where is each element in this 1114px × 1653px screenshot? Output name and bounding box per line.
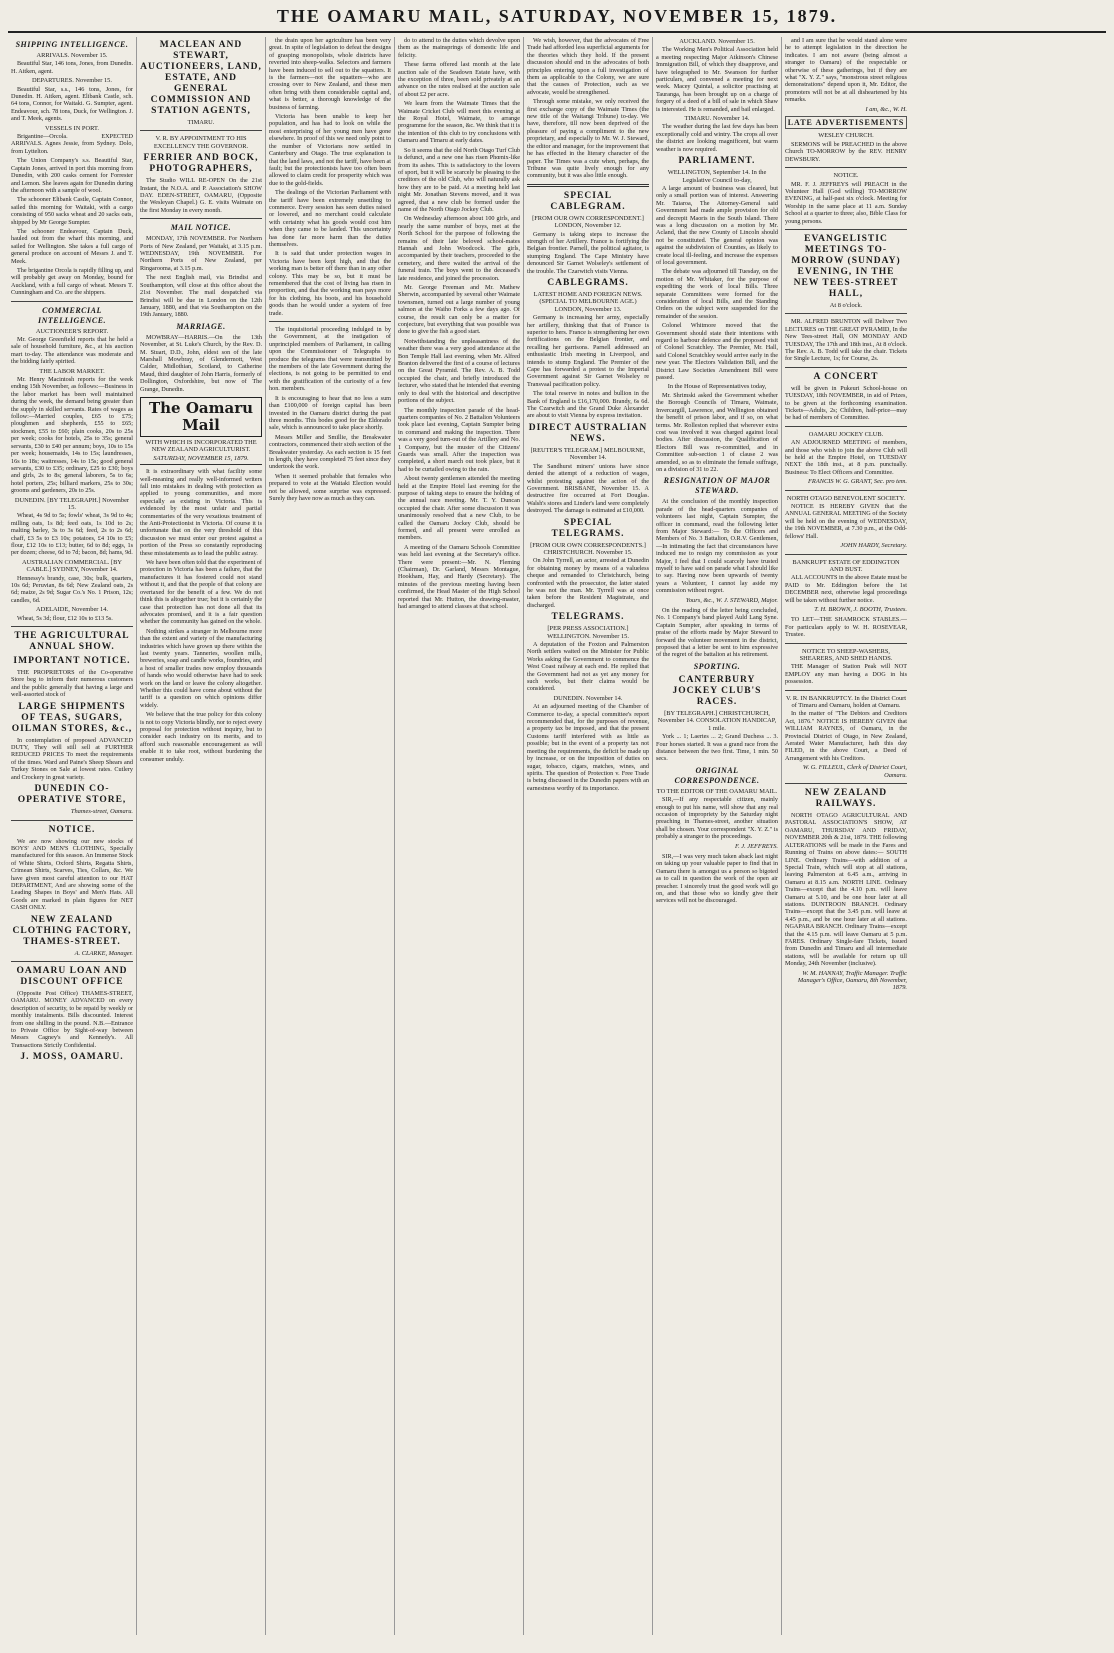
appointment-label: V. R. BY APPOINTMENT TO HIS EXCELLENCY THE GOVERNOR. [153, 135, 249, 150]
jockey-club-signature: FRANCIS W. G. GRANT, Sec. pro tem. [808, 478, 907, 486]
vessels-subhead: VESSELS IN PORT. [44, 124, 99, 132]
railways-text: NORTH OTAGO AGRICULTURAL AND PASTORAL ASSOCIATION'S SHOW, AT OAMARU, THURSDAY AND FRIDAY, NOVEMBER 20th & 21st, 1879. THE following ALTERATIONS will be made in the Fares and Running of Trains on above dates:— SOUTH LINE. Ordinary Trains—with addition of a Special Train, which will stop at all stations, leaving Palmerston at 6.45 a.m., arriving in Oamaru at 8.15 a.m. NORTH LINE. Ordinary Trains—except that the 4.10 p.m. will leave Oamaru at 5.10, and be one hour later at all stations. DUNTROON BRANCH. Ordinary Trains—except that the 3.45 p.m. will leave at 4.45 p.m., and be one hour later at all stations. NGAPARA BRANCH. Ordinary Trains—except that the 4.15 p.m. will leave Oamaru at 5 p.m. FARES. Ordinary Single-fare Tickets, issued from Dunedin and Timaru and all intermediate stations, will be available for return up till Monday, 24th November (inclusive). [785, 812, 907, 968]
editorial-continued: The dealings of the Victorian Parliament with the tariff have been extremely unsettling to commerce. Every session has seen duties raised or lowered, and no merchant could calculate with certainty what his goods would cost him when they came to be landed. This uncertainty has done far more harm than the duties themselves. [269, 189, 391, 248]
clothing-manager: A. CLARKE, Manager. [74, 949, 133, 957]
arrivals-text: Beautiful Star, 146 tons, Jones, from Dunedin. H. Aitken, agent. [11, 60, 133, 75]
clerk-signature: W. G. FILLEUL, Clerk of District Court, Oamaru. [802, 764, 907, 779]
masthead: THE OAMARU MAIL, SATURDAY, NOVEMBER 15, 1879. [8, 6, 1106, 33]
divider [785, 367, 907, 368]
concert-heading: A CONCERT [813, 371, 879, 382]
shipments-heading: LARGE SHIPMENTS OF TEAS, SUGARS, OILMAN STORES, &c., [11, 701, 133, 734]
dunedin-text: At an adjourned meeting of the Chamber of Commerce to-day, a special committee's report recommended that, for the purposes of revenue, a property tax be imposed, and that the present Customs tariff interfered with as little as possible; but in the event of a property tax not meeting the requirements, the deficit be made up by increase, or on the imposition of duties on sugar, tobacco, cigars, matches, wines, and spirits. The question of Protection v. Free Trade is being discussed in the Dunedin papers with an earnestness worthy of its importance. [527, 703, 649, 792]
timaru-label: TIMARU. [187, 119, 215, 126]
divider [527, 184, 649, 187]
vessels-text: Brigantine—Orcola. EXPECTED ARRIVALS. Agnes Jessie, from Sydney. Dolo, from Lyttelton. [11, 133, 133, 155]
column-5 [524, 37, 653, 1635]
local-news: A meeting of the Oamaru Schools Committee was held last evening at the Secretary's office. There were present:—Mr. N. Fleming (Chairman), Dr. Garland, Messrs Montague, Hookham, Hay, and Hardy (Secretary). The minutes of the previous meeting having been confirmed, the Head Master of the High School reported that Mr. Hutton, the drawing-master, had arranged to attend classes at that school. [398, 543, 520, 611]
divider [11, 626, 133, 627]
evangelistic-heading: EVANGELISTIC MEETINGS TO-MORROW (SUNDAY) EVENING, IN THE NEW TEES-STREET HALL, [791, 233, 901, 299]
marriage-text: MOWBRAY—HARRIS.—On the 13th November, at St. Luke's Church, by the Rev. D. M. Stuart, D.D., John, eldest son of the late Marshall Mowbray, of Glendermott, West Calder, Midlothian, Scotland, to Catherine Maud, third daughter of John Harris, formerly of Dollington, Oxfordshire, but now of The Grange, Dunedin. [140, 333, 262, 393]
local-news: So it seems that the old North Otago Turf Club is defunct, and a new one has risen Phœnix-like from its ashes. This is satisfactory to the lovers of sport, but it will be scarcely be pleasing to the creditors of the old Club, who will naturally ask how they are to be paid. At a meeting held last night Mr. Jonathan Stevens moved, and it was agreed, that a new club be formed under the name of the North Otago Jockey Club. [398, 146, 521, 213]
australian-news-heading: DIRECT AUSTRALIAN NEWS. [528, 422, 648, 444]
parliament-text: Colonel Whitmore moved that the Government should state their intentions with regard to harbour defence and the proposed visit of Colonel Scratchley. The Premier, Mr. Hall, said Colonel Scratchley would arrive early in the new year. The Electors Validation Bill, and the District Law Societies Amendment Bill were passed. [656, 322, 778, 382]
column-3 [266, 37, 395, 1635]
cablegram-dateline: [FROM OUR OWN CORRESPONDENT.] LONDON, November 12. [532, 214, 644, 230]
stables-notice: TO LET—THE SHAMROCK STABLES.—For particulars apply to W. H. ROSEVEAR, Trustee. [785, 616, 907, 639]
arrivals-subhead: ARRIVALS. November 15. [36, 52, 108, 59]
divider [785, 229, 907, 230]
telegrams-heading: TELEGRAMS. [551, 612, 625, 623]
english-mail-text: The next English mail, via Brindisi and Southampton, will close at this office about the 21st November. The mail despatched via Brindisi will be due in London on the 12th January, 1880, and that via Southampton on the 19th January, 1880. [140, 274, 262, 319]
wesley-text: SERMONS will be PREACHED in the above Church TO-MORROW by the REV. HENRY DEWSBURY. [785, 140, 907, 163]
divider [11, 301, 133, 302]
local-news: About twenty gentlemen attended the meeting held at the Empire Hotel last evening for the purpose of taking steps to ensure the holding of the annual race meeting. Mr. T. Y. Duncan occupied the chair. After some discussion it was unanimously resolved that a new Club, to be called the Oamaru Jockey Club, should be formed, and all present were enrolled as members. [398, 475, 520, 542]
sporting-heading: SPORTING. [693, 661, 741, 671]
dunedin-subhead: DUNEDIN. [BY TELEGRAPH.] November 15. [14, 496, 130, 511]
loan-office-heading: OAMARU LOAN AND DISCOUNT OFFICE [16, 965, 128, 987]
jockey-club-heading: OAMARU JOCKEY CLUB. [808, 430, 884, 438]
logo-subtitle: WITH WHICH IS INCORPORATED THE NEW ZEALAND AGRICULTURIST. [145, 438, 257, 454]
benevolent-text: NOTICE IS HEREBY GIVEN that the ANNUAL GENERAL MEETING of the Society will be held on the evening of WEDNESDAY, the 19th NOVEMBER, at 7.30 p.m., at the Odd-fellows' Hall. [785, 503, 907, 540]
wellington-text: A deputation of the Foxton and Palmerston North settlers waited on the Minister for Public Works asking the Government to commence the West Coast railway at each end. He replied that the Government had not as yet any money for such works, but their claims would be considered. [527, 641, 649, 693]
adelaide-subhead: ADELAIDE, November 14. [35, 606, 109, 614]
divider [785, 426, 907, 427]
studio-notice: The Studio WILL RE-OPEN On the 21st Instant, the N.O.A. and P. Association's SHOW DAY. EDEN-STREET, OAMARU, (Opposite the Wesleyan Chapel.) G. E. visits Waimate on the first Monday in every month. [140, 177, 262, 214]
editorial-para: We have been often told that the experiment of protection in Victoria has been a failure, that the manufactures it has fostered could not stand without it, and that the people of that colony are overtaxed for the benefit of a few. We do not think this is altogether true; but it is certainly the case that protection has not done all that its advocates promised, and it is a fair question whether the community has gained on the whole. [140, 559, 262, 626]
shipping-para: The schooner Elibank Castle, Captain Connor, sailed this morning for Waitaki, with a cargo consisting of 950 sacks wheat and 20 sacks oats, shipped by Mr George Sumpter. [11, 196, 133, 226]
coop-prices: In contemplation of proposed ADVANCED DUTY, They will still sell at FURTHER REDUCED PRICES To meet the requirements of the times. Ward and Paine's Sheep Shears and Turkey Stones on Sale at lowest rates. Cutlery and Crockery in great variety. [11, 736, 133, 781]
newspaper-page [8, 6, 1106, 1638]
australian-subhead: AUSTRALIAN COMMERCIAL. [BY CABLE.] SYDNEY, November 14. [22, 558, 122, 574]
local-news: Notwithstanding the unpleasantness of the weather there was a very good attendance at the Bon Temple Hall last evening, when Mr. Alfred Branton delivered the first of a course of lectures on the Great Pyramid. The Rev. A. B. Todd occupied the chair, and briefly introduced the lecturer, who stated that he intended that evening only to deal with the historical and descriptive portions of the subject. [398, 337, 520, 405]
local-news: do to attend to the duties which devolve upon them as the mainsprings of domestic life and felicity. [398, 37, 520, 59]
shipping-para: The brigantine Orcola is rapidly filling up, and will probably get away on Monday, bound for Auckland, with a full cargo of wheat. Messrs T. Cunningham and Co. are the shippers. [11, 266, 133, 297]
breakwater-text: Messrs Miller and Smillie, the Breakwater contractors, commenced their sixth section of the Breakwater yesterday. As each section is 15 feet in length, they have completed 75 feet since they undertook the work. [269, 433, 391, 471]
shipping-heading: SHIPPING INTELLIGENCE. [15, 40, 129, 49]
column-1 [8, 37, 137, 1635]
commercial-heading: COMMERCIAL INTELLIGENCE. [37, 305, 107, 325]
races-results: York ... 1; Laertes ... 2; Grand Duchess ... 3. Four horses started. It was a grand race from the distance between the two first. Time, 1 min. 50 secs. [656, 733, 778, 763]
wellington-dateline: [PER PRESS ASSOCIATION.] WELLINGTON. November 15. [547, 625, 629, 640]
bankruptcy-heading: V. R. IN BANKRUPTCY. In the District Court of Timaru and Oamaru, holden at Oamaru. [785, 694, 907, 709]
letter-signature: F. J. JEFFREYS. [734, 842, 778, 850]
labor-subhead: THE LABOR MARKET. [39, 367, 105, 375]
divider [269, 321, 391, 322]
coop-notice: THE PROPRIETORS of the Co-operative Store beg to inform their numerous customers and the public generally that having a large and well-assorted stock of [11, 669, 133, 699]
notice-heading: IMPORTANT NOTICE. [13, 656, 131, 667]
free-trade-text: We wish, however, that the advocates of Free Trade had afforded less superficial arguments for the theories which they hold. If the present discussion should end in the advocates of both principles entering upon a full investigation of them as applicable to the Colony, we are sure that the causes of Protection, such as we advocate, would be strengthened. [527, 37, 649, 96]
editorial-dateline: SATURDAY, NOVEMBER 15, 1879. [140, 455, 262, 465]
photographers-heading: FERRIER AND BOCK, PHOTOGRAPHERS, [143, 153, 259, 175]
wesley-heading: WESLEY CHURCH. [818, 132, 874, 140]
clothing-factory-name: NEW ZEALAND CLOTHING FACTORY, THAMES-STREET. [12, 914, 132, 947]
letter-text: SIR,—If any respectable citizen, mainly enough to put his name, will show that any real occasion of impropriety by the Saturday night preaching in Thames-street, another situation shall be chosen. Your correspondent "X. Y. Z." is probably a stranger to the proceedings. [656, 796, 778, 841]
dunedin-prices: Wheat, 4s 9d to 5s; fowls' wheat, 3s 9d to 4s; milling oats, 1s 8d; feed oats, 1s 10d to 2s; malting barley, 3s to 3s 6d; feed, 2s to 2s 6d; chaff, £3 5s to £3 10s; potatoes, £4 10s to £5; flour, £12 10s to £13; butter, 6d to 8d; eggs, 1s per dozen; cheese, 6d to 7d; bacon, 8d; hams, 9d. [11, 512, 133, 557]
australian-news-text: The Sandhurst miners' unions have since denied the attempt of a reduction of wages, whilst protesting against the action of the Government. BRISBANE, November 15. A destructive fire occurred at Fort Douglas. Walsh's stores and Linder's land were completely destroyed. The damage is estimated at £10,000. [527, 462, 649, 515]
special-cablegram-heading: SPECIAL CABLEGRAM. [550, 190, 626, 212]
maclean-stewart-heading: MACLEAN AND STEWART, AUCTIONEERS, LAND, ESTATE, AND GENERAL COMMISSION AND STATION AGENTS, [140, 40, 262, 116]
labor-text: Mr. Henry Macintosh reports for the week ending 15th November, as follows:—Business in the labor market has been well maintained during the week, the demand being greater than the supply in skilled servants. Rates of wages as follow:—Married couples, £65 to £75; ploughmen and shepherds, £55 to £65; stockmen, £55 to £60; plain cooks, 20s to 25s per week; cooks for hotels, 25s to 35s; general servants, £30 to £40 per annum; boys, 10s to 15s per week; housemaids, 14s to 15s; laundresses, 16s to 18s; waitresses, 14s to 15s; good general servants, £30 to £35; ordinary, £25 to £30; boys and girls, 2s to 8s; general laborers, 5s to 6s; hotel porters, 25s; billiard markers, 25s to 30s; grooms and gardeners, 20s to 25s. [11, 376, 133, 495]
divider [11, 961, 133, 962]
to-editor-label: TO THE EDITOR OF THE OAMARU MAIL. [656, 787, 778, 795]
sydney-prices: Hennessy's brandy, case, 30s; bulk, quarters, 10s 6d; Peruvian, 8s 6d; New Zealand oats, 2s 6d; maize, 2s 9d; Sugar Co.'s No. 1 Prison, 12s; candles, 6d. [11, 574, 133, 604]
jeffreys-notice: MR. F. J. JEFFREYS will PREACH in the Volunteer Hall (God willing) TO-MORROW EVENING, at half-past six o'clock. Meeting for Worship in the same place at 11 a.m. Sunday School at a quarter to three; also, Bible Class for young persons. [785, 180, 907, 225]
editorial-continued: the drain upon her agriculture has been very great. In spite of legislation to defeat the designs of grasping monopolists, whole districts have reverted into sheep-walks. Selectors and farmers have been induced to sell out to the squatters. It is the farmers—not the squatters—who are crossing over to New Zealand, and these men often bring with them considerable capital and, what is better, a thorough knowledge of the business of farming. [269, 37, 391, 111]
bankrupt-estate-text: ALL ACCOUNTS in the above Estate must be PAID to Mr. Eddington before the 1st DECEMBER next, otherwise legal proceedings will be taken without further notice. [785, 574, 907, 604]
correspondence-heading: ORIGINAL CORRESPONDENCE. [674, 765, 760, 785]
christchurch-text: On John Tyrrell, an actor, arrested at Dunedin for obtaining money by means of a valueless cheque and remanded to Christchurch, being confronted with the prosecutor, the latter stated he was not the man. Mr. Tyrrell was at once taken before the Resident Magistrate, and discharged. [527, 557, 649, 609]
loan-office-text: (Opposite Post Office) THAMES-STREET, OAMARU. MONEY ADVANCED on every description of security, to be repaid by weekly or monthly instalments. Bills discounted. Interest from one shilling in the pound. N.B.—Entrance to Private Office by Sight-of-way between Messrs Cagney's and Kennedy's. All Transactions Strictly Confidential. [11, 989, 133, 1049]
divider [11, 820, 133, 821]
resignation-text: On the reading of the letter being concluded, No. 1 Company's band played Auld Lang Syne. Captain Sumpter, after speaking in terms of praise of the efforts made by Major Steward to forward the volunteer movement in the district, proposed that a letter be sent to him expressive of the regret of the battalion at his retirement. [656, 607, 778, 659]
shipping-para: The Union Company's s.s. Beautiful Star, Captain Jones, arrived in port this morning from Dunedin, with 200 casks cement for Forrester and Lemon. She leaves again for Dunedin during the afternoon with a sample of wool. [11, 157, 133, 194]
bankrupt-estate-heading: BANKRUPT ESTATE OF EDDINGTON AND BUST. [792, 558, 900, 573]
mail-notice-text: MONDAY, 17th NOVEMBER. For Northern Ports of New Zealand, per Waitaki, at 3.15 p.m. WEDNESDAY, 19th NOVEMBER. For Northern Ports of New Zealand, per Ringarooma, at 3.15 p.m. [140, 235, 262, 272]
divider [785, 167, 907, 168]
races-heading: CANTERBURY JOCKEY CLUB'S RACES. [672, 674, 762, 707]
divider [785, 643, 907, 644]
benevolent-heading: NORTH OTAGO BENEVOLENT SOCIETY. [786, 494, 906, 502]
clothing-notice: We are now showing our new stocks of BOYS' AND MEN'S CLOTHING, Specially manufactured for this season. An Immense Stock of White Shirts, Oxford Shirts, Regatta Shirts, Crimean Shirts, Scarves, Ties, Collars, &c. We have given most careful attention to our HAT DEPARTMENT, And are showing some of the Leading Shapes in Boys' and Men's Hats. All Goods are marked in plain figures for NET CASH ONLY. [11, 837, 133, 912]
christchurch-dateline: [FROM OUR OWN CORRESPONDENTS.] CHRISTCHURCH. November 15. [530, 541, 646, 556]
divider [140, 218, 262, 219]
waimate-times-text: Through some mistake, we only received the first exchange copy of the Waimate Times (the new title of the Waitangi Tribune) to-day. We have, therefore, till now been deprived of the pleasure of paying a compliment to the new proprietary, and especially to Mr. W. J. Steward, the editor and manager, for the improvement that he has effected in the literary character of the paper. The Times was a cute when, perhaps, the Tribune was quite lively enough for any community, but it was also little enough. [527, 98, 649, 180]
house-text: Mr. Shrimski asked the Government whether the Borough Councils of Timaru, Waimate, Invercargill, Lawrence, and Wellington obtained the benefit of prison labor, and if so, on what terms. Mr. Rolleston replied that wherever extra cost was involved it was charged against local bodies. After discussion, the Qualification of Electors Bill was re-committed, and in Committee sub-section 1 of clause 2 was amended, so as to eliminate the female suffrage, on a division of 31 to 22. [656, 391, 778, 473]
notice-label: NOTICE. [833, 172, 859, 180]
show-heading: THE AGRICULTURAL ANNUAL SHOW. [14, 631, 130, 653]
timaru-dateline: TIMARU. November 14. [684, 115, 750, 123]
divider [785, 783, 907, 784]
parliament-heading: PARLIAMENT. [678, 156, 756, 167]
dunedin-dateline: DUNEDIN. November 14. [553, 694, 623, 702]
auckland-text: The Working Men's Political Association held a meeting respecting Major Atkinson's Chinese Immigration Bill, of which they disapprove, and have telegraphed to Mr. Swanson for further particulars, and convened a meeting for next week. Macey Quintal, a solicitor practising at Tauranga, has been brought up on a charge of forgery of a deed of a bill of sale in which Shaw is interested. He is remanded, and bail enlarged. [656, 46, 778, 113]
foreign-capital-text: It is encouraging to hear that no less a sum than £100,000 of foreign capital has been invested in the Oamaru district during the past three months. This bodes good for the Eldorado sale, which is announced to take place shortly. [269, 394, 391, 432]
parliament-text: A large amount of business was cleared, but only a small portion was of interest. Answering Mr. Taiaroa, The Attorney-General said Government had made ample provision for old and decrepit Maoris in the South Island. There was a long discussion on a motion by Mr. Acland, that the new County of Lincoln should not be constituted. The general opinion was against the subdivision of Counties, as likely to create local ill-feeling, and increase the expenses of local government. [656, 184, 778, 266]
cablegram-text: Germany is taking steps to increase the strength of her Artillery. France is fortifying the Belgian frontier. Parnell, the political agitator, is stumping England. The Cape Ministry have denounced Sir Garnet Wolseley's settlement of the trouble. The Czarwitch visits Vienna. [527, 230, 649, 275]
auctioneer-subhead: AUCTIONEER'S REPORT. [35, 327, 109, 335]
letter-continued: and I am sure that he would stand alone were he to attempt legislation in the direction he indicates. I am not aware (being almost a stranger to Oamaru) of the respectable or otherwise of these gatherings, but if they are what "X. Y. Z." says, "monstrous street religious demonstrations" depend upon it, Mr. Editor, the promoters will not be at all disheartened by his remarks. [785, 37, 907, 104]
trustees-signature: T. H. BROWN, J. BOOTH, Trustees. [814, 605, 907, 613]
cablegrams-text: The total reserve in notes and bullion in the Bank of England is £16,170,000. Brandy, 6s 6d. The Czarwitch and the Grand Duke Alexander are about to visit Vienna by express invitation. [527, 390, 649, 420]
local-news: These farms offered last month at the late auction sale of the Seadown Estate have, with the exception of three, been sold privately at an advance on the rates realised at the auction sale of about £2 per acre. [398, 61, 520, 98]
steward-signature: Yours, &c., W. J. STEWARD, Major. [685, 596, 778, 604]
editorial-continued: Victoria has been unable to keep her population, and has had to look on while the most enterprising of her young men have gone elsewhere. In proof of this we need only point to the number of Victorians now settled in Canterbury and Otago. The true explanation is that the land laws, and not the tariff, have been at fault; but the protectionists have too often been allowed to claim credit for prosperity which was due to the gold-fields. [269, 113, 391, 187]
auckland-dateline: AUCKLAND. November 15. [679, 38, 755, 45]
traffic-manager-signature: W. M. HANNAY, Traffic Manager. Traffic Manager's Office, Oamaru, 8th November, 1879. [797, 969, 907, 992]
house-dateline: In the House of Representatives today, [667, 383, 767, 391]
parliament-dateline: WELLINGTON, September 14. In the Legislative Council to-day, [667, 169, 767, 184]
clothing-notice-heading: NOTICE. [48, 824, 96, 835]
evangelistic-time: At 8 o'clock. [829, 301, 863, 309]
column-7 [782, 37, 910, 1635]
cablegrams-text: Germany is increasing her army, especially her artillery, thinking that that of France is superior to hers. France is strengthening her own fortifications on the Belgian frontier, and recalling her garrisons. Parnell addressed an enthusiastic Irish meeting in Liverpool, and intends to stump England. The Premier of the Cape has forwarded a protest to the Imperial Government against Sir Garnet Wolseley re Transvaal pacification policy. [527, 314, 649, 388]
divider [785, 554, 907, 555]
letter-signature: I am, &c., W. H. [865, 105, 907, 113]
divider [785, 690, 907, 691]
local-news: The monthly inspection parade of the head-quarters companies of No. 2 Battalion Volunteers took place last evening, Captain Sumpter being in command and making the inspection. There was a very good turn-out of the Artillery and No. 1 Company, but the muster of the Citizens' Guards was small. After the inspection was completed, a short march out took place, but it had to be curtailed owing to the rain. [398, 406, 520, 473]
letter-text: SIR,—I was very much taken aback last night on taking up your valuable paper to find that in Oamaru there is amongst us a person so bigoted as to call in question the work of the open air preacher. I sincerely trust the good work will go on, and that those who so kindly give their services will not be discouraged. [656, 852, 778, 905]
local-news: Mr. George Freeman and Mr. Mathew Sherwin, accompanied by several other Waimate townsmen, turned out a large number of young salmon at the Waiho Forks a few days ago. Of course, the result can only be a matter for conjecture, but everything that was possible was done to give the fish a good start. [398, 284, 520, 336]
timaru-text: The weather during the last few days has been exceptionally cold and wintry. The crops all over the district are looking magnificent, but warm weather is now required. [656, 123, 778, 153]
mail-notice-heading: MAIL NOTICE. [170, 223, 232, 233]
editorial-para: It is extraordinary with what facility some well-meaning and really well-informed writers fall into mistakes in dealing with protection as applied to young communities, and more especially as existing in Victoria. This is evidenced by the most unfair and partial commentaries of the very vexatious treatment of the Anti-Protectionist in Victoria. Of course it is unfortunate that on the very threshold of this discussion we must enter our protest against a portion of the Press so constantly reproducing these misstatements as to lead the public astray. [140, 468, 262, 557]
editorial-para: We believe that the true policy for this colony is not to copy Victoria blindly, nor to reject every proposal for protection without inquiry, but to consider each industry on its merits, and to afford such reasonable encouragement as will enable it to take root, without burdening the consumer unduly. [140, 711, 262, 763]
editorial-continued: It is said that under protection wages in Victoria have been kept high, and that the working man is better off there than in any other colony. This may be so, but it must be remembered that the cost of living has risen in proportion, and that the working man pays more for his clothing, his boots, and his household goods than he would under a system of free trade. [269, 250, 391, 317]
station-peak-notice: THE Manager of Station Peak will NOT EMPLOY any man having a DOG in his possession. [785, 663, 907, 686]
coop-address: Thames-street, Oamaru. [70, 808, 133, 816]
auctioneer-text: Mr. George Greenfield reports that he held a sale of household furniture, &c., at his auction mart to-day. The attendance was moderate and the bidding fairly spirited. [11, 336, 133, 366]
marriage-heading: MARRIAGE. [176, 321, 226, 331]
editorial-para: Nothing strikes a stranger in Melbourne more than the extent and variety of the manufacturing industries which have grown up there within the last twenty years. Tanneries, woollen mills, breweries, soap and candle works, foundries, and a host of smaller trades now employ thousands of hands who would otherwise have had to seek work on the land or leave the colony altogether. Whether this could have come about without the tariff is a question on which opinions differ widely. [140, 627, 262, 709]
pyramid-lectures: MR. ALFRED BRUNTON will Deliver Two LECTURES on THE GREAT PYRAMID, In the New Tees-street Hall, ON MONDAY AND TUESDAY, The 17th and 18th inst., At 8 o'clock. The Rev. A. B. Todd will take the chair. Tickets for Single Lecture, 1s; for Course, 2s. [785, 318, 907, 363]
coop-store-name: DUNEDIN CO-OPERATIVE STORE, [17, 784, 127, 806]
parliament-text: The debate was adjourned till Tuesday, on the motion of Mr. Whitaker, for the purpose of expediting the work of local Bills. Three separate Committees were formed for the consideration of local Bills, and the Standing Orders on the subject were suspended for the remainder of the session. [656, 268, 778, 320]
resignation-heading: RESIGNATION OF MAJOR STEWARD. [663, 476, 771, 496]
column-4 [395, 37, 524, 1635]
loan-office-signature: J. MOSS, OAMARU. [20, 1052, 124, 1063]
cablegrams-dateline: LATEST HOME AND FOREIGN NEWS. (SPECIAL TO MELBOURNE AGE.) LONDON, November 13. [533, 290, 643, 313]
sheep-washers-heading: NOTICE TO SHEEP-WASHERS, SHEARERS, AND SHED HANDS. [799, 647, 893, 662]
late-advertisements-banner: LATE ADVERTISEMENTS [785, 116, 907, 129]
departures-subhead: DEPARTURES. November 15. [32, 77, 112, 85]
benevolent-signature: JOHN HARDY, Secretary. [840, 542, 907, 550]
jockey-club-text: AN ADJOURNED MEETING of members, and those who wish to join the above Club will be held at the Empire Hotel, on TUESDAY NEXT the 18th inst., at 8 p.m. punctually. Business: To Elect Officers and Committee. [785, 439, 907, 476]
column-6 [653, 37, 782, 1635]
special-telegrams-heading: SPECIAL TELEGRAMS. [551, 517, 625, 539]
races-dateline: [BY TELEGRAPH.] CHRISTCHURCH, November 14. CONSOLATION HANDICAP, 1 mile. [657, 709, 777, 732]
bankruptcy-text: In the matter of "The Debtors and Creditors Act, 1876." NOTICE IS HEREBY GIVEN that WILLIAM RAYNES, of Oamaru, in the Provincial District of Otago, in New Zealand, Aerated Water Manufacturer, hath this day FILED, in the above Court, a Deed of Arrangement with his Creditors. [785, 710, 907, 762]
local-news: On Wednesday afternoon about 100 girls, and nearly the same number of boys, met at the North School for the purpose of following the remains of their late beloved school-mates Hannah and John Woodcock. The girls, accompanied by their teachers, proceeded to the cemetery, and there waited the arrival of the funeral train. The boys went to the deceased's late residence, and joined the procession. [398, 215, 520, 282]
telegrams-inquiry-text: The inquisitorial proceeding indulged in by the Government, at the instigation of unprincipled members of Parliament, in calling upon the Commissioner of Telegraphs to produce the telegrams that were transmitted by the members of the late Government during the elections, is not going to be permitted to end with the gratification of the curiosity of a few hon. members. [269, 326, 391, 393]
females-vote-text: When it seemed probable that females who prepared to vote at the Waitaki Election would not be allowed, some surprise was expressed. Surely they have now as much as they can. [269, 472, 391, 502]
divider [785, 313, 907, 314]
divider [140, 130, 262, 131]
adelaide-prices: Wheat, 5s 3d; flour, £12 10s to £13 5s. [17, 614, 113, 622]
columns [8, 37, 1106, 1635]
railways-heading: NEW ZEALAND RAILWAYS. [804, 788, 888, 810]
oamaru-mail-logo: The Oamaru Mail [140, 397, 262, 437]
local-news: We learn from the Waimate Times that the Waimate Cricket Club will meet this evening at the Royal Hotel, Waimate, to arrange programme for the season, &c. We think that it is the intention of this club to try conclusions with Oamaru and Timaru at early dates. [398, 100, 520, 145]
shipping-para: The schooner Endeavour, Captain Duck, hauled out from the wharf this morning, and sailed for Wellington. She takes a full cargo of general produce on account of Messrs J. and T. Meek. [11, 227, 133, 265]
resignation-text: At the conclusion of the monthly inspection parade of the head-quarters companies of volunteers last night, Captain Sumpter, the officer in command, read the following letter from Major Steward:— To the Officers and Members of No. 3 Battalion, O.R.V. Gentlemen,—In intimating the fact that circumstances have induced me to resign my commission as your Major, I feel that I could scarcely have trusted myself to have said on parade what I should like to say. Having now been upwards of twenty years a Volunteer, I cannot lay aside my commission without regret. [656, 498, 778, 595]
australian-news-dateline: [REUTER'S TELEGRAM.] MELBOURNE, November 14. [530, 446, 646, 462]
column-2 [137, 37, 266, 1635]
cablegrams-heading: CABLEGRAMS. [547, 277, 629, 288]
divider [785, 490, 907, 491]
departures-text: Beautiful Star, s.s., 146 tons, Jones, for Dunedin. H. Aitken, agent. Elibank Castle, sch. 64 tons, Connor, for Waitaki. G. Sumpter, agent. Endeavour, sch. 78 tons, Duck, for Wellington. J. and T. Meek, agents. [11, 85, 133, 123]
concert-text: will be given in Pukeuri School-house on TUESDAY, 18th NOVEMBER, in aid of Prizes, to be given at the forthcoming examination. Tickets—Adults, 2s; Children, half-price—may be had of members of Committee. [785, 384, 907, 422]
